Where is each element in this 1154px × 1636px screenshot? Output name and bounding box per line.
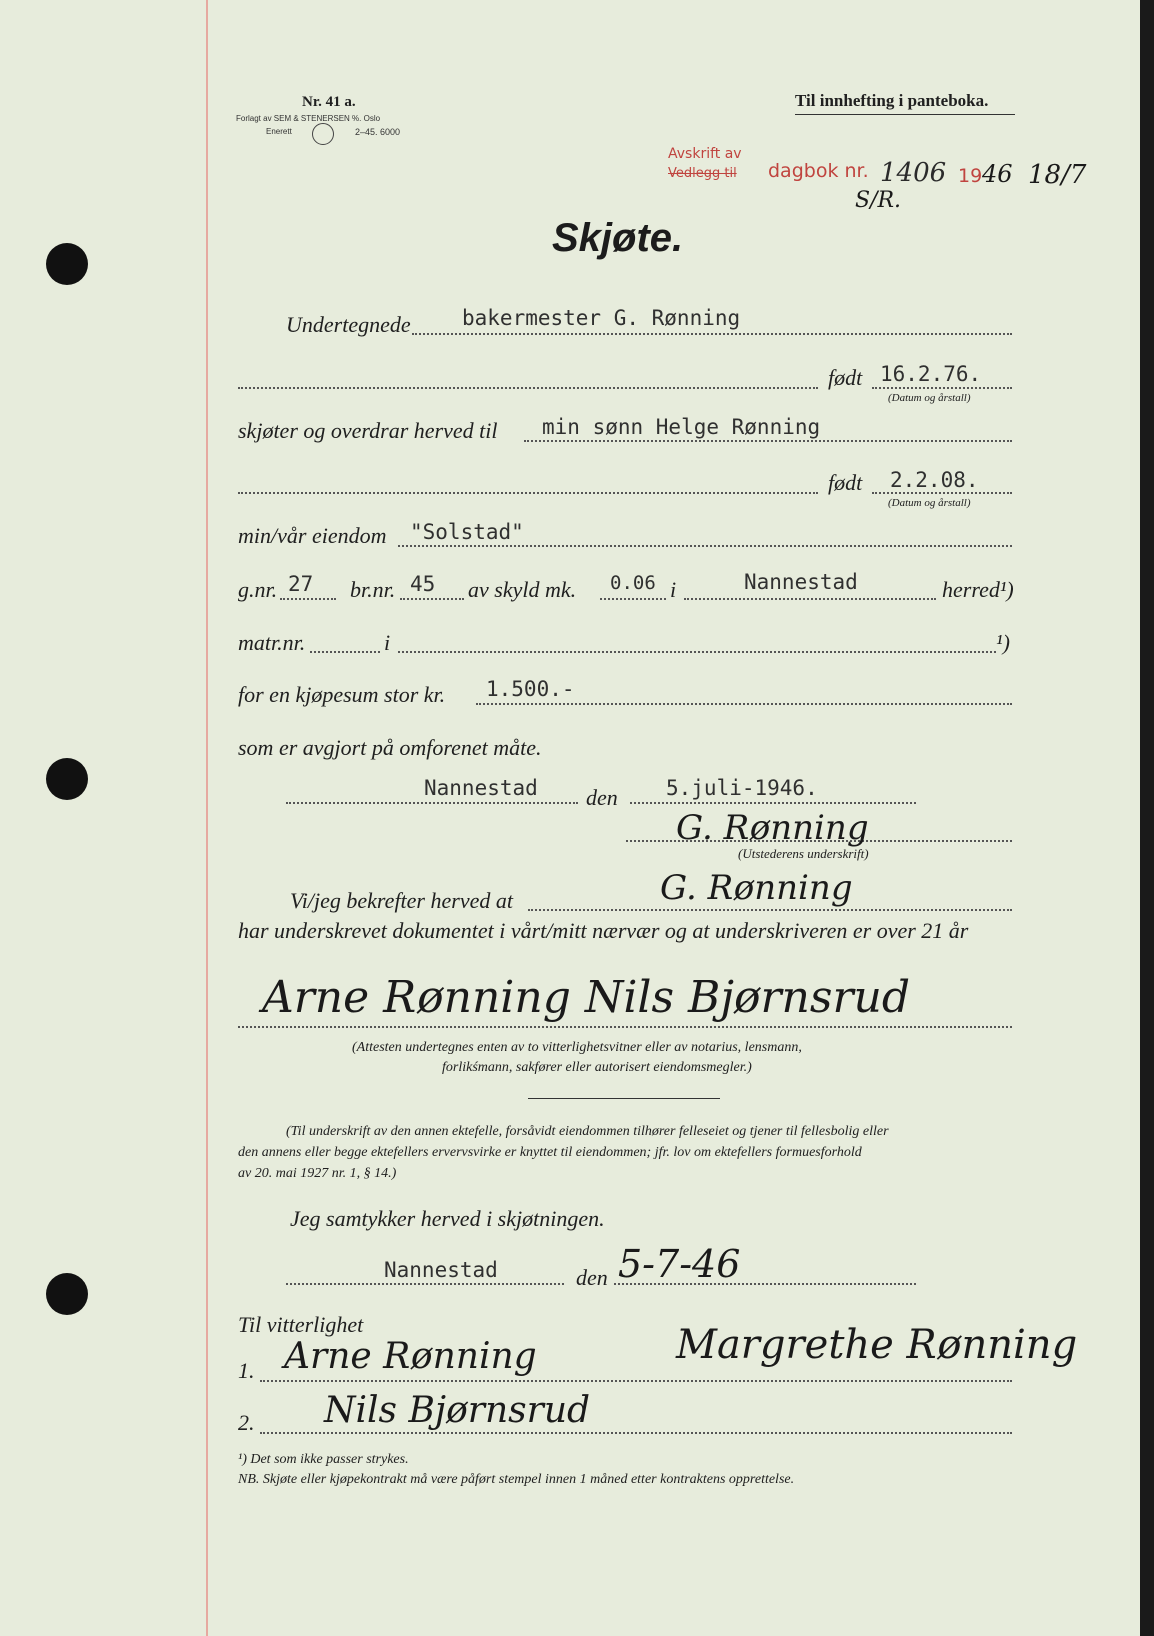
spouse-place-line (286, 1283, 564, 1285)
gnr-line (280, 598, 336, 600)
matr-label: matr.nr. (238, 630, 306, 655)
underskrevet-text: har underskrevet dokumentet i vårt/mitt nærvær og at underskriveren er over 21 år (238, 918, 969, 943)
gnr-value: 27 (288, 572, 314, 596)
brnr-value: 45 (410, 572, 436, 596)
top-right-note: Til innhefting i panteboka. (795, 91, 989, 110)
fodt2-label: født (828, 470, 863, 495)
spouse-signature: Margrethe Rønning (676, 1322, 1078, 1368)
fodt2-line (872, 492, 1012, 494)
stamp-line1: Avskrift av (668, 146, 742, 162)
stamp-year-suffix: 46 (982, 160, 1013, 188)
skjoter-label: skjøter og overdrar herved til (238, 418, 498, 443)
stamp-initials: S/R. (855, 188, 902, 213)
spouse-note-line1: (Til underskrift av den annen ektefelle, forsåvidt eiendommen tilhører felleseiet og tjener til fellesbolig eller (286, 1124, 889, 1139)
matr-i-line (398, 651, 996, 653)
footnote-2: NB. Skjøte eller kjøpekontrakt må være påført stempel innen 1 måned etter kontraktens opprettelse. (238, 1472, 795, 1487)
publisher-line: Forlagt av SEM & STENERSEN %. Oslo (236, 114, 381, 123)
witness2-signature: Nils Bjørnsrud (324, 1390, 591, 1431)
spouse-note-line2: den annens eller begge ektefellers ervervsvirke er knyttet til eiendommen; jfr. lov om ektefellers formuesforhold (238, 1145, 862, 1160)
witness2-number: 2. (238, 1410, 255, 1435)
fodt2-leading-line (238, 492, 818, 494)
undertegnede-value: bakermester G. Rønning (462, 306, 741, 330)
fodt1-label: født (828, 365, 863, 390)
herred-value: Nannestad (744, 570, 858, 594)
undertegnede-label: Undertegnede (286, 312, 411, 337)
fodt1-line (872, 387, 1012, 389)
margin-line (206, 0, 208, 1636)
matr-end: ¹) (996, 630, 1010, 655)
herred-i-label: i (670, 577, 677, 602)
eiendom-value: "Solstad" (410, 520, 524, 544)
bekrefter-label: Vi/jeg bekrefter herved at (290, 888, 513, 913)
issuer-signature: G. Rønning (676, 808, 869, 848)
kjopesum-line (476, 703, 1012, 705)
fodt2-value: 2.2.08. (890, 468, 979, 492)
publisher-enerett: Enerett (266, 127, 292, 136)
divider (528, 1098, 720, 1099)
place-value: Nannestad (424, 776, 538, 800)
punch-hole-bottom (46, 1273, 88, 1315)
fodt1-leading-line (238, 387, 818, 389)
kjopesum-value: 1.500.- (486, 677, 575, 701)
attest-note-line1: (Attesten undertegnes enten av to vitterlighetsvitner eller av notarius, lensmann, (352, 1040, 802, 1055)
witness1-number: 1. (238, 1358, 255, 1383)
publisher-code: 2–45. 6000 (355, 127, 401, 137)
publisher-logo-icon (312, 123, 334, 145)
attest-note-line2: forlikśmann, sakfører eller autorisert eiendomsmegler.) (442, 1060, 752, 1075)
consent-text: Jeg samtykker herved i skjøtningen. (290, 1206, 605, 1231)
spouse-date-value: 5-7-46 (618, 1242, 741, 1286)
eiendom-label: min/vår eiendom (238, 523, 387, 548)
avgjort-text: som er avgjort på omforenet måte. (238, 735, 542, 760)
date-line (630, 802, 916, 804)
witness-signatures: Arne Rønning Nils Bjørnsrud (262, 972, 911, 1023)
datum-note-2: (Datum og årstall) (888, 497, 971, 509)
document-title: Skjøte. (552, 216, 684, 260)
gnr-label: g.nr. (238, 577, 278, 602)
matr-i-label: i (384, 630, 391, 655)
place-line (286, 802, 578, 804)
den-label: den (586, 785, 618, 810)
stamp-dagbok: dagbok nr. (768, 160, 869, 182)
witness-signature-line (238, 1026, 1012, 1028)
spouse-den-label: den (576, 1265, 608, 1290)
witness2-line (260, 1432, 1012, 1434)
brnr-label: br.nr. (350, 577, 396, 602)
punch-hole-top (46, 243, 88, 285)
skjoter-value: min sønn Helge Rønning (542, 415, 821, 439)
kjopesum-label: for en kjøpesum stor kr. (238, 682, 446, 707)
bekrefter-line (528, 909, 1012, 911)
witness1-line (260, 1380, 1012, 1382)
stamp-year-prefix: 19 (958, 165, 983, 187)
stamp-date: 18/7 (1028, 160, 1087, 190)
brnr-line (400, 598, 464, 600)
herred-line (684, 598, 936, 600)
herred-label: herred¹) (942, 577, 1014, 602)
skjoter-line (524, 440, 1012, 442)
skyld-value: 0.06 (610, 572, 656, 594)
spouse-note-line3: av 20. mai 1927 nr. 1, § 14.) (238, 1166, 397, 1181)
form-number: Nr. 41 a. (302, 94, 356, 110)
top-right-underline (795, 114, 1015, 115)
stamp-line2: Vedlegg til (668, 166, 737, 181)
footnote-1: ¹) Det som ikke passer strykes. (238, 1452, 409, 1467)
date-value: 5.juli-1946. (666, 776, 818, 800)
skyld-label: av skyld mk. (468, 577, 577, 602)
issuer-note: (Utstederens underskrift) (738, 846, 869, 861)
stamp-dagbok-number: 1406 (880, 158, 947, 188)
witness1-signature: Arne Rønning (284, 1336, 537, 1377)
undertegnede-line (412, 333, 1012, 335)
fodt1-value: 16.2.76. (880, 362, 982, 386)
datum-note-1: (Datum og årstall) (888, 392, 971, 404)
bekrefter-signature: G. Rønning (660, 868, 853, 908)
skyld-line (600, 598, 666, 600)
eiendom-line (398, 545, 1012, 547)
matr-line (310, 651, 380, 653)
spouse-place-value: Nannestad (384, 1258, 498, 1282)
punch-hole-middle (46, 758, 88, 800)
vitterlighet-label: Til vitterlighet (238, 1312, 364, 1337)
